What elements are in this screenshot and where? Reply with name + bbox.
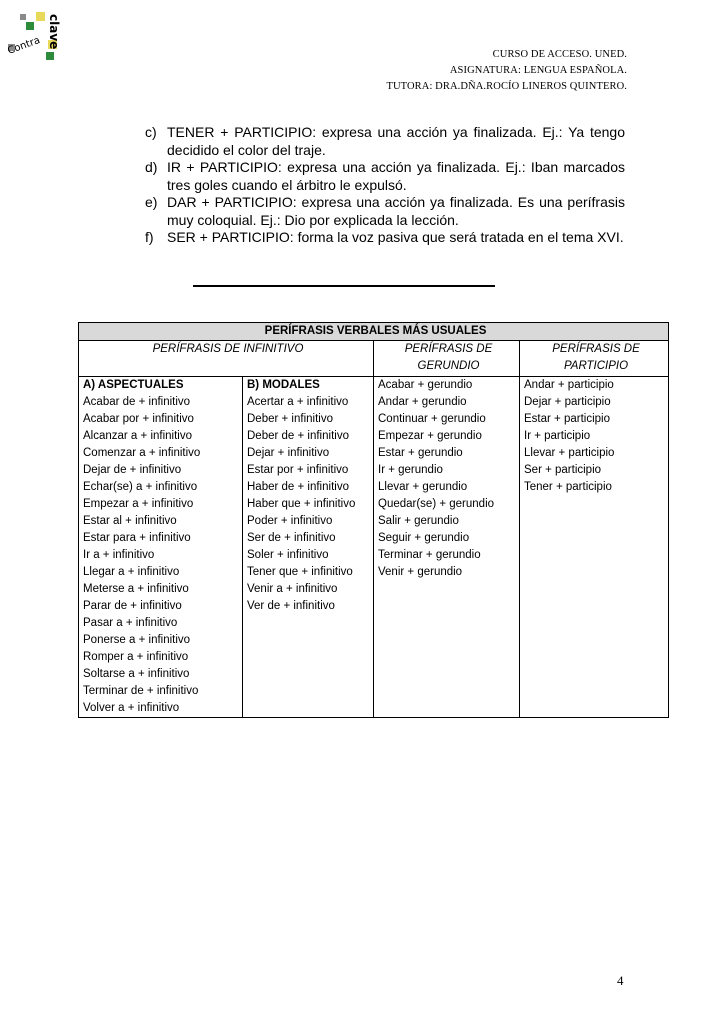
list-item	[145, 124, 625, 159]
table-cell: Andar + gerundio	[378, 396, 467, 408]
svg-text:clave: clave	[47, 14, 61, 50]
table-cell: Acertar a + infinitivo	[247, 396, 349, 408]
table-cell: Dejar + participio	[524, 396, 611, 408]
table-cell: Estar + participio	[524, 413, 610, 425]
table-cell: Ser de + infinitivo	[247, 532, 336, 544]
subheader-participio-line2: PARTICIPIO	[563, 360, 629, 372]
table-cell: Soler + infinitivo	[247, 549, 329, 561]
list-marker: c)	[145, 124, 157, 140]
table-cell: Venir a + infinitivo	[247, 583, 338, 595]
table-cell: Haber de + infinitivo	[247, 481, 349, 493]
header-course: CURSO DE ACCESO. UNED.	[492, 49, 627, 60]
table-cell: Poder + infinitivo	[247, 515, 333, 527]
table-cell: Ser + participio	[524, 464, 602, 476]
column-heading-aspectuales: A) ASPECTUALES	[83, 379, 184, 391]
table-cell: Continuar + gerundio	[378, 413, 486, 425]
column-gerundio	[374, 377, 520, 718]
table-cell: Estar + gerundio	[378, 447, 463, 459]
clave-contra-logo	[6, 10, 62, 62]
table-cell: Parar de + infinitivo	[83, 600, 182, 612]
section-separator	[193, 285, 495, 287]
subheader-participio-line1: PERÍFRASIS DE	[552, 343, 640, 355]
table-cell: Empezar + gerundio	[378, 430, 482, 442]
svg-text:Contra: Contra	[6, 34, 42, 57]
table-cell: Deber + infinitivo	[247, 413, 333, 425]
table-cell: Ponerse a + infinitivo	[83, 634, 191, 646]
table-cell: Estar al + infinitivo	[83, 515, 177, 527]
table-cell: Ir a + infinitivo	[83, 549, 155, 561]
list-marker: d)	[145, 159, 158, 175]
subheader-gerundio-line2: GERUNDIO	[417, 360, 480, 372]
column-aspectuales	[79, 377, 243, 718]
table-cell: Haber que + infinitivo	[247, 498, 356, 510]
table-cell: Acabar de + infinitivo	[83, 396, 191, 408]
table-cell: Terminar + gerundio	[378, 549, 481, 561]
column-modales	[243, 377, 374, 718]
course-header	[297, 47, 627, 95]
table-cell: Deber de + infinitivo	[247, 430, 349, 442]
list-marker: e)	[145, 194, 158, 210]
table-cell: Meterse a + infinitivo	[83, 583, 189, 595]
header-subject: ASIGNATURA: LENGUA ESPAÑOLA.	[449, 65, 627, 76]
subheader-infinitivo: PERÍFRASIS DE INFINITIVO	[79, 341, 374, 377]
table-cell: Echar(se) a + infinitivo	[83, 481, 198, 493]
table-title: PERÍFRASIS VERBALES MÁS USUALES	[79, 323, 669, 341]
table-cell: Llegar a + infinitivo	[83, 566, 180, 578]
table-cell: Soltarse a + infinitivo	[83, 668, 190, 680]
column-participio	[520, 377, 669, 718]
list-item	[145, 229, 625, 247]
table-cell: Alcanzar a + infinitivo	[83, 430, 192, 442]
table-cell: Llevar + gerundio	[378, 481, 468, 493]
table-cell: Dejar de + infinitivo	[83, 464, 182, 476]
table-cell: Quedar(se) + gerundio	[378, 498, 495, 510]
list-text: DAR + PARTICIPIO: expresa una acción ya finalizada. Es una perífrasis muy coloquial. Ej.: Dio por explicada la lección.	[167, 194, 625, 228]
table-cell: Ver de + infinitivo	[247, 600, 335, 612]
table-cell: Comenzar a + infinitivo	[83, 447, 201, 459]
table-cell: Salir + gerundio	[378, 515, 459, 527]
subheader-participio	[520, 341, 669, 377]
table-cell: Venir + gerundio	[378, 566, 463, 578]
table-cell: Andar + participio	[524, 379, 614, 391]
column-heading-modales: B) MODALES	[247, 379, 320, 391]
list-marker: f)	[145, 229, 154, 245]
list-item	[145, 159, 625, 194]
table-cell: Tener + participio	[524, 481, 612, 493]
table-cell: Acabar por + infinitivo	[83, 413, 194, 425]
table-cell: Tener que + infinitivo	[247, 566, 353, 578]
subheader-gerundio	[374, 341, 520, 377]
table-cell: Romper a + infinitivo	[83, 651, 189, 663]
table-cell: Estar para + infinitivo	[83, 532, 191, 544]
table-cell: Acabar + gerundio	[378, 379, 473, 391]
table-cell: Ir + participio	[524, 430, 591, 442]
list-text: TENER + PARTICIPIO: expresa una acción ya finalizada. Ej.: Ya tengo decidido el color del traje.	[167, 124, 625, 158]
list-text: SER + PARTICIPIO: forma la voz pasiva que será tratada en el tema XVI.	[167, 229, 624, 245]
table-cell: Empezar a + infinitivo	[83, 498, 194, 510]
table-cell: Estar por + infinitivo	[247, 464, 349, 476]
table-cell: Pasar a + infinitivo	[83, 617, 178, 629]
periphrasis-table	[78, 322, 669, 718]
subheader-gerundio-line1: PERÍFRASIS DE	[404, 343, 493, 355]
periphrasis-list	[145, 124, 625, 247]
header-tutor: TUTORA: DRA.DÑA.ROCÍO LINEROS QUINTERO.	[386, 81, 627, 92]
table-cell: Volver a + infinitivo	[83, 702, 180, 714]
table-cell: Ir + gerundio	[378, 464, 443, 476]
table-cell: Dejar + infinitivo	[247, 447, 330, 459]
table-cell: Terminar de + infinitivo	[83, 685, 199, 697]
page-number: 4	[617, 973, 624, 988]
table-cell: Seguir + gerundio	[378, 532, 470, 544]
list-text: IR + PARTICIPIO: expresa una acción ya finalizada. Ej.: Iban marcados tres goles cuando el árbitro le expulsó.	[167, 159, 625, 193]
list-item	[145, 194, 625, 229]
table-cell: Llevar + participio	[524, 447, 615, 459]
